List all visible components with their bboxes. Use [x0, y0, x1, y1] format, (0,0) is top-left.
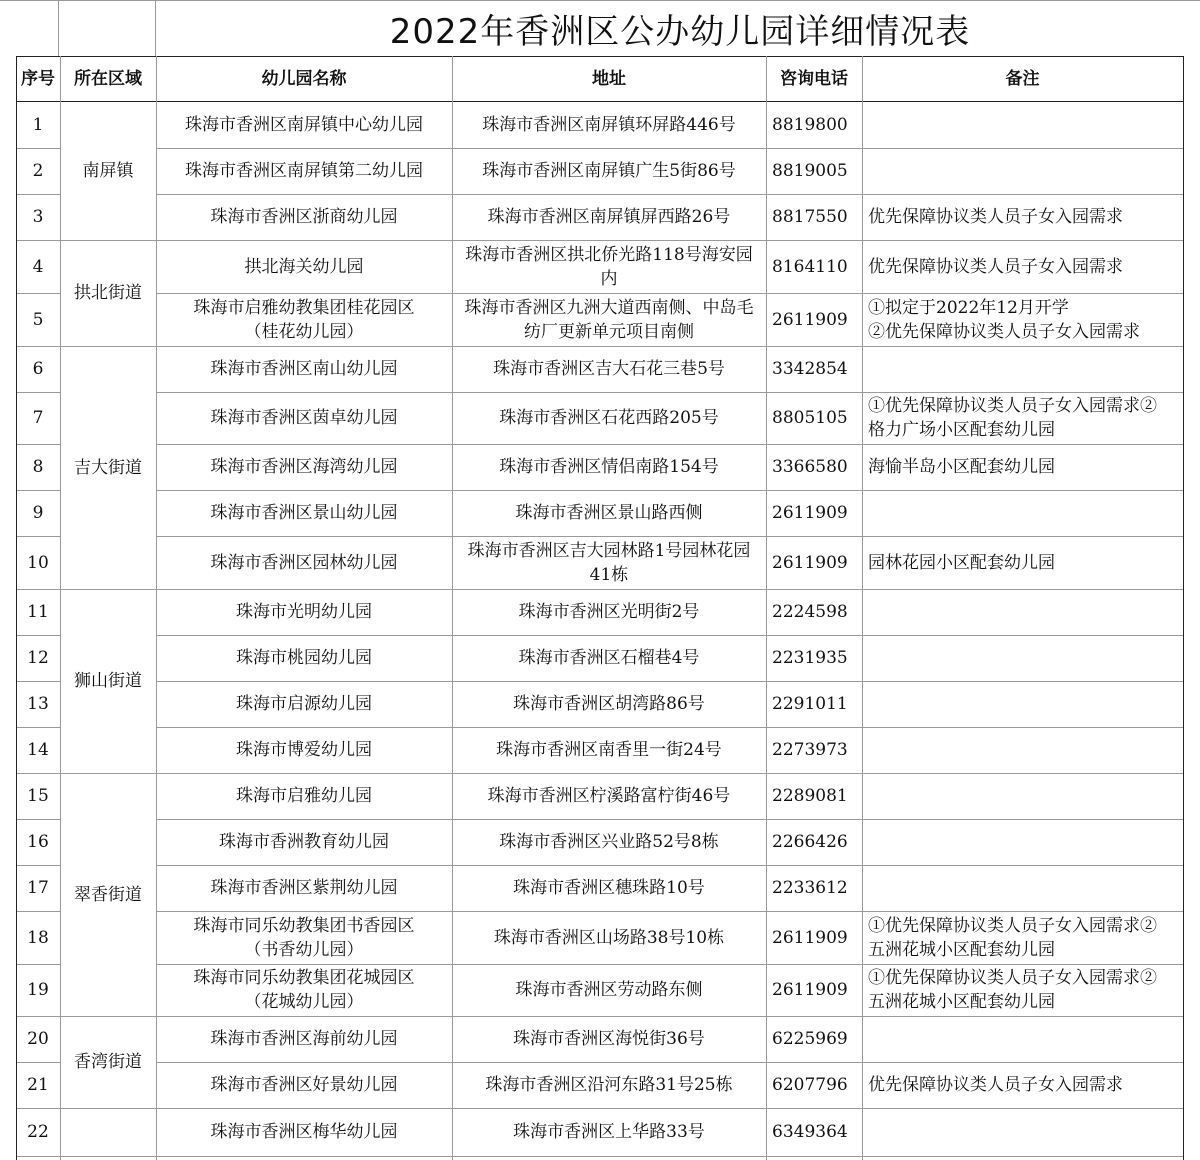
note-cell[interactable] — [862, 490, 1183, 536]
kindergarten-name-cell[interactable]: 珠海市博爱幼儿园 — [236, 740, 372, 760]
kindergarten-name-cell[interactable]: 珠海市香洲区海湾幼儿园 — [210, 457, 398, 477]
column-line — [862, 56, 863, 1160]
row-number-cell[interactable]: 17 — [27, 878, 49, 898]
kindergarten-name-cell[interactable]: 珠海市香洲区景山幼儿园 — [210, 503, 398, 523]
address-cell[interactable]: 珠海市香洲区石花西路205号 — [499, 408, 719, 428]
kindergarten-name-cell[interactable]: 珠海市启雅幼教集团桂花园区 （桂花幼儿园） — [193, 297, 415, 342]
row-number-cell[interactable]: 7 — [32, 408, 44, 428]
phone-cell[interactable]: 6349364 — [772, 1122, 848, 1142]
note-cell[interactable]: ①优先保障协议类人员子女入园需求② 格力广场小区配套幼儿园 — [868, 396, 1157, 440]
note-cell[interactable]: ①优先保障协议类人员子女入园需求② 五洲花城小区配套幼儿园 — [868, 968, 1157, 1012]
address-cell[interactable]: 珠海市香洲区兴业路52号8栋 — [499, 832, 719, 852]
note-cell[interactable]: 园林花园小区配套幼儿园 — [868, 552, 1055, 573]
kindergarten-name-cell[interactable]: 珠海市同乐幼教集团花城园区 （花城幼儿园） — [193, 968, 415, 1012]
note-cell[interactable]: ①优先保障协议类人员子女入园需求② 五洲花城小区配套幼儿园 — [868, 915, 1157, 960]
kindergarten-name-cell[interactable]: 珠海市光明幼儿园 — [236, 602, 372, 622]
column-header-备注[interactable]: 备注 — [1005, 68, 1040, 89]
phone-cell[interactable]: 2233612 — [772, 878, 848, 898]
kindergarten-name-cell[interactable]: 珠海市同乐幼教集团书香园区 （书香幼儿园） — [193, 915, 415, 960]
grid-line — [0, 0, 1200, 1]
note-cell[interactable] — [862, 819, 1183, 865]
row-number-cell[interactable]: 16 — [27, 832, 49, 852]
column-header-地址[interactable]: 地址 — [592, 68, 626, 89]
row-number-cell[interactable]: 19 — [27, 980, 49, 1000]
row-number-cell[interactable]: 4 — [32, 256, 44, 277]
kindergarten-name-cell[interactable]: 珠海市香洲区茵卓幼儿园 — [210, 408, 398, 428]
sheet-title: 2022年香洲区公办幼儿园详细情况表 — [389, 11, 971, 52]
kindergarten-name-cell[interactable]: 珠海市香洲区浙商幼儿园 — [210, 207, 398, 227]
region-cell[interactable]: 香湾街道 — [74, 1052, 142, 1072]
phone-cell[interactable]: 2266426 — [772, 832, 848, 852]
note-cell[interactable] — [862, 635, 1183, 681]
kindergarten-name-cell[interactable]: 珠海市启雅幼儿园 — [236, 786, 372, 806]
row-line — [16, 1156, 60, 1157]
phone-cell[interactable]: 3342854 — [772, 359, 848, 379]
phone-cell[interactable]: 8819005 — [772, 161, 848, 181]
kindergarten-name-cell[interactable]: 珠海市香洲区园林幼儿园 — [210, 552, 398, 573]
note-cell[interactable] — [862, 681, 1183, 727]
phone-cell[interactable]: 2273973 — [772, 740, 848, 760]
row-number-cell[interactable]: 22 — [27, 1122, 49, 1142]
column-line — [156, 56, 157, 1160]
kindergarten-name-cell[interactable]: 珠海市香洲区紫荆幼儿园 — [210, 878, 398, 898]
region-cell[interactable]: 南屏镇 — [82, 160, 134, 181]
address-cell[interactable]: 珠海市香洲区吉大园林路1号园林花园 41栋 — [467, 540, 751, 585]
row-number-cell[interactable]: 2 — [32, 161, 44, 181]
kindergarten-name-cell[interactable]: 珠海市桃园幼儿园 — [236, 648, 372, 668]
column-line — [60, 56, 61, 1160]
phone-cell[interactable]: 8164110 — [772, 256, 848, 277]
kindergarten-name-cell[interactable]: 珠海市香洲区梅华幼儿园 — [210, 1122, 398, 1142]
phone-cell[interactable]: 2611909 — [772, 503, 848, 523]
note-cell[interactable] — [862, 148, 1183, 194]
address-cell[interactable]: 珠海市香洲区穗珠路10号 — [513, 878, 705, 898]
address-cell[interactable]: 珠海市香洲区上华路33号 — [513, 1122, 705, 1142]
column-header-幼儿园名称[interactable]: 幼儿园名称 — [261, 68, 347, 89]
phone-cell[interactable]: 2224598 — [772, 602, 848, 622]
phone-cell[interactable]: 2611909 — [772, 980, 848, 1000]
kindergarten-name-cell[interactable]: 珠海市香洲区南屏镇第二幼儿园 — [185, 161, 423, 181]
kindergarten-name-cell[interactable]: 珠海市香洲教育幼儿园 — [219, 832, 389, 852]
grid-line — [58, 0, 59, 56]
address-cell[interactable]: 珠海市香洲区海悦街36号 — [513, 1029, 705, 1049]
column-header-咨询电话[interactable]: 咨询电话 — [780, 68, 848, 89]
note-cell[interactable] — [862, 773, 1183, 819]
region-cell[interactable]: 狮山街道 — [74, 671, 142, 691]
address-cell[interactable]: 珠海市香洲区柠溪路富柠街46号 — [487, 786, 731, 806]
region-cell[interactable]: 吉大街道 — [74, 457, 142, 478]
note-cell[interactable]: ①拟定于2022年12月开学 ②优先保障协议类人员子女入园需求 — [868, 297, 1140, 342]
kindergarten-name-cell[interactable]: 珠海市香洲区海前幼儿园 — [210, 1029, 398, 1049]
address-cell[interactable]: 珠海市香洲区情侣南路154号 — [499, 457, 719, 477]
column-header-所在区域[interactable]: 所在区域 — [74, 68, 142, 89]
kindergarten-name-cell[interactable]: 拱北海关幼儿园 — [244, 256, 364, 277]
region-cell[interactable]: 拱北街道 — [74, 283, 142, 303]
address-cell[interactable]: 珠海市香洲区南屏镇屏西路26号 — [487, 207, 731, 227]
note-cell[interactable]: 优先保障协议类人员子女入园需求 — [868, 256, 1123, 277]
row-number-cell[interactable]: 5 — [32, 309, 44, 330]
phone-cell[interactable]: 2289081 — [772, 786, 848, 806]
phone-cell[interactable]: 3366580 — [772, 457, 848, 477]
note-cell[interactable]: 海愉半岛小区配套幼儿园 — [868, 457, 1055, 477]
address-cell[interactable]: 珠海市香洲区拱北侨光路118号海安园 内 — [465, 244, 753, 289]
note-cell[interactable] — [862, 589, 1183, 635]
phone-cell[interactable]: 8819800 — [772, 114, 848, 135]
address-cell[interactable]: 珠海市香洲区南屏镇环屏路446号 — [482, 114, 736, 135]
address-cell[interactable]: 珠海市香洲区石榴巷4号 — [518, 648, 700, 668]
address-cell[interactable]: 珠海市香洲区山场路38号10栋 — [493, 927, 725, 948]
address-cell[interactable]: 珠海市香洲区胡湾路86号 — [513, 694, 705, 714]
row-number-cell[interactable]: 3 — [32, 207, 44, 227]
note-cell[interactable] — [862, 1108, 1183, 1156]
region-cell[interactable]: 翠香街道 — [74, 884, 142, 905]
row-line — [156, 1156, 1183, 1157]
kindergarten-name-cell[interactable]: 珠海市香洲区南山幼儿园 — [210, 359, 398, 379]
column-line — [16, 56, 17, 1160]
phone-cell[interactable]: 2611909 — [772, 927, 848, 948]
note-cell[interactable] — [862, 101, 1183, 148]
phone-cell[interactable]: 8805105 — [772, 408, 848, 428]
row-number-cell[interactable]: 10 — [27, 552, 49, 573]
column-line — [766, 56, 767, 1160]
column-line — [452, 56, 453, 1160]
note-cell[interactable]: 优先保障协议类人员子女入园需求 — [868, 1075, 1123, 1095]
address-cell[interactable]: 珠海市香洲区劳动路东侧 — [515, 980, 703, 1000]
row-number-cell[interactable]: 21 — [27, 1075, 49, 1095]
column-header-序号[interactable]: 序号 — [21, 68, 55, 89]
address-cell[interactable]: 珠海市香洲区沿河东路31号25栋 — [485, 1075, 733, 1095]
phone-cell[interactable]: 2291011 — [772, 694, 848, 714]
phone-cell[interactable]: 2611909 — [772, 309, 848, 330]
row-number-cell[interactable]: 14 — [27, 740, 49, 760]
row-number-cell[interactable]: 8 — [32, 457, 44, 477]
note-cell[interactable] — [862, 727, 1183, 773]
kindergarten-name-cell[interactable]: 珠海市香洲区好景幼儿园 — [210, 1075, 398, 1095]
note-cell[interactable] — [862, 865, 1183, 911]
row-number-cell[interactable]: 1 — [32, 114, 44, 135]
kindergarten-name-cell[interactable]: 珠海市香洲区南屏镇中心幼儿园 — [185, 114, 423, 135]
row-line — [60, 1156, 156, 1157]
phone-cell[interactable]: 6225969 — [772, 1029, 848, 1049]
region-cell[interactable] — [60, 1108, 156, 1156]
row-number-cell[interactable]: 12 — [27, 648, 49, 668]
address-cell[interactable]: 珠海市香洲区吉大石花三巷5号 — [493, 359, 725, 379]
address-cell[interactable]: 珠海市香洲区南香里一街24号 — [496, 740, 722, 760]
grid-line — [155, 0, 156, 56]
row-number-cell[interactable]: 20 — [27, 1029, 49, 1049]
note-cell[interactable]: 优先保障协议类人员子女入园需求 — [868, 207, 1123, 227]
row-number-cell[interactable]: 11 — [27, 602, 49, 622]
address-cell[interactable]: 珠海市香洲区景山路西侧 — [515, 503, 703, 523]
row-number-cell[interactable]: 18 — [27, 927, 49, 948]
row-number-cell[interactable]: 15 — [27, 786, 49, 806]
row-number-cell[interactable]: 6 — [32, 359, 44, 379]
phone-cell[interactable]: 8817550 — [772, 207, 848, 227]
note-cell[interactable] — [862, 1016, 1183, 1062]
column-line — [1183, 56, 1184, 1160]
note-cell[interactable] — [862, 346, 1183, 392]
address-cell[interactable]: 珠海市香洲区南屏镇广生5街86号 — [482, 161, 736, 181]
phone-cell[interactable]: 2231935 — [772, 648, 848, 668]
phone-cell[interactable]: 6207796 — [772, 1075, 848, 1095]
row-number-cell[interactable]: 9 — [32, 503, 44, 523]
kindergarten-name-cell[interactable]: 珠海市启源幼儿园 — [236, 694, 372, 714]
table-border-top — [16, 56, 1183, 57]
row-number-cell[interactable]: 13 — [27, 694, 49, 714]
phone-cell[interactable]: 2611909 — [772, 552, 848, 573]
address-cell[interactable]: 珠海市香洲区九洲大道西南侧、中岛毛 纺厂更新单元项目南侧 — [464, 297, 754, 342]
address-cell[interactable]: 珠海市香洲区光明街2号 — [518, 602, 700, 622]
